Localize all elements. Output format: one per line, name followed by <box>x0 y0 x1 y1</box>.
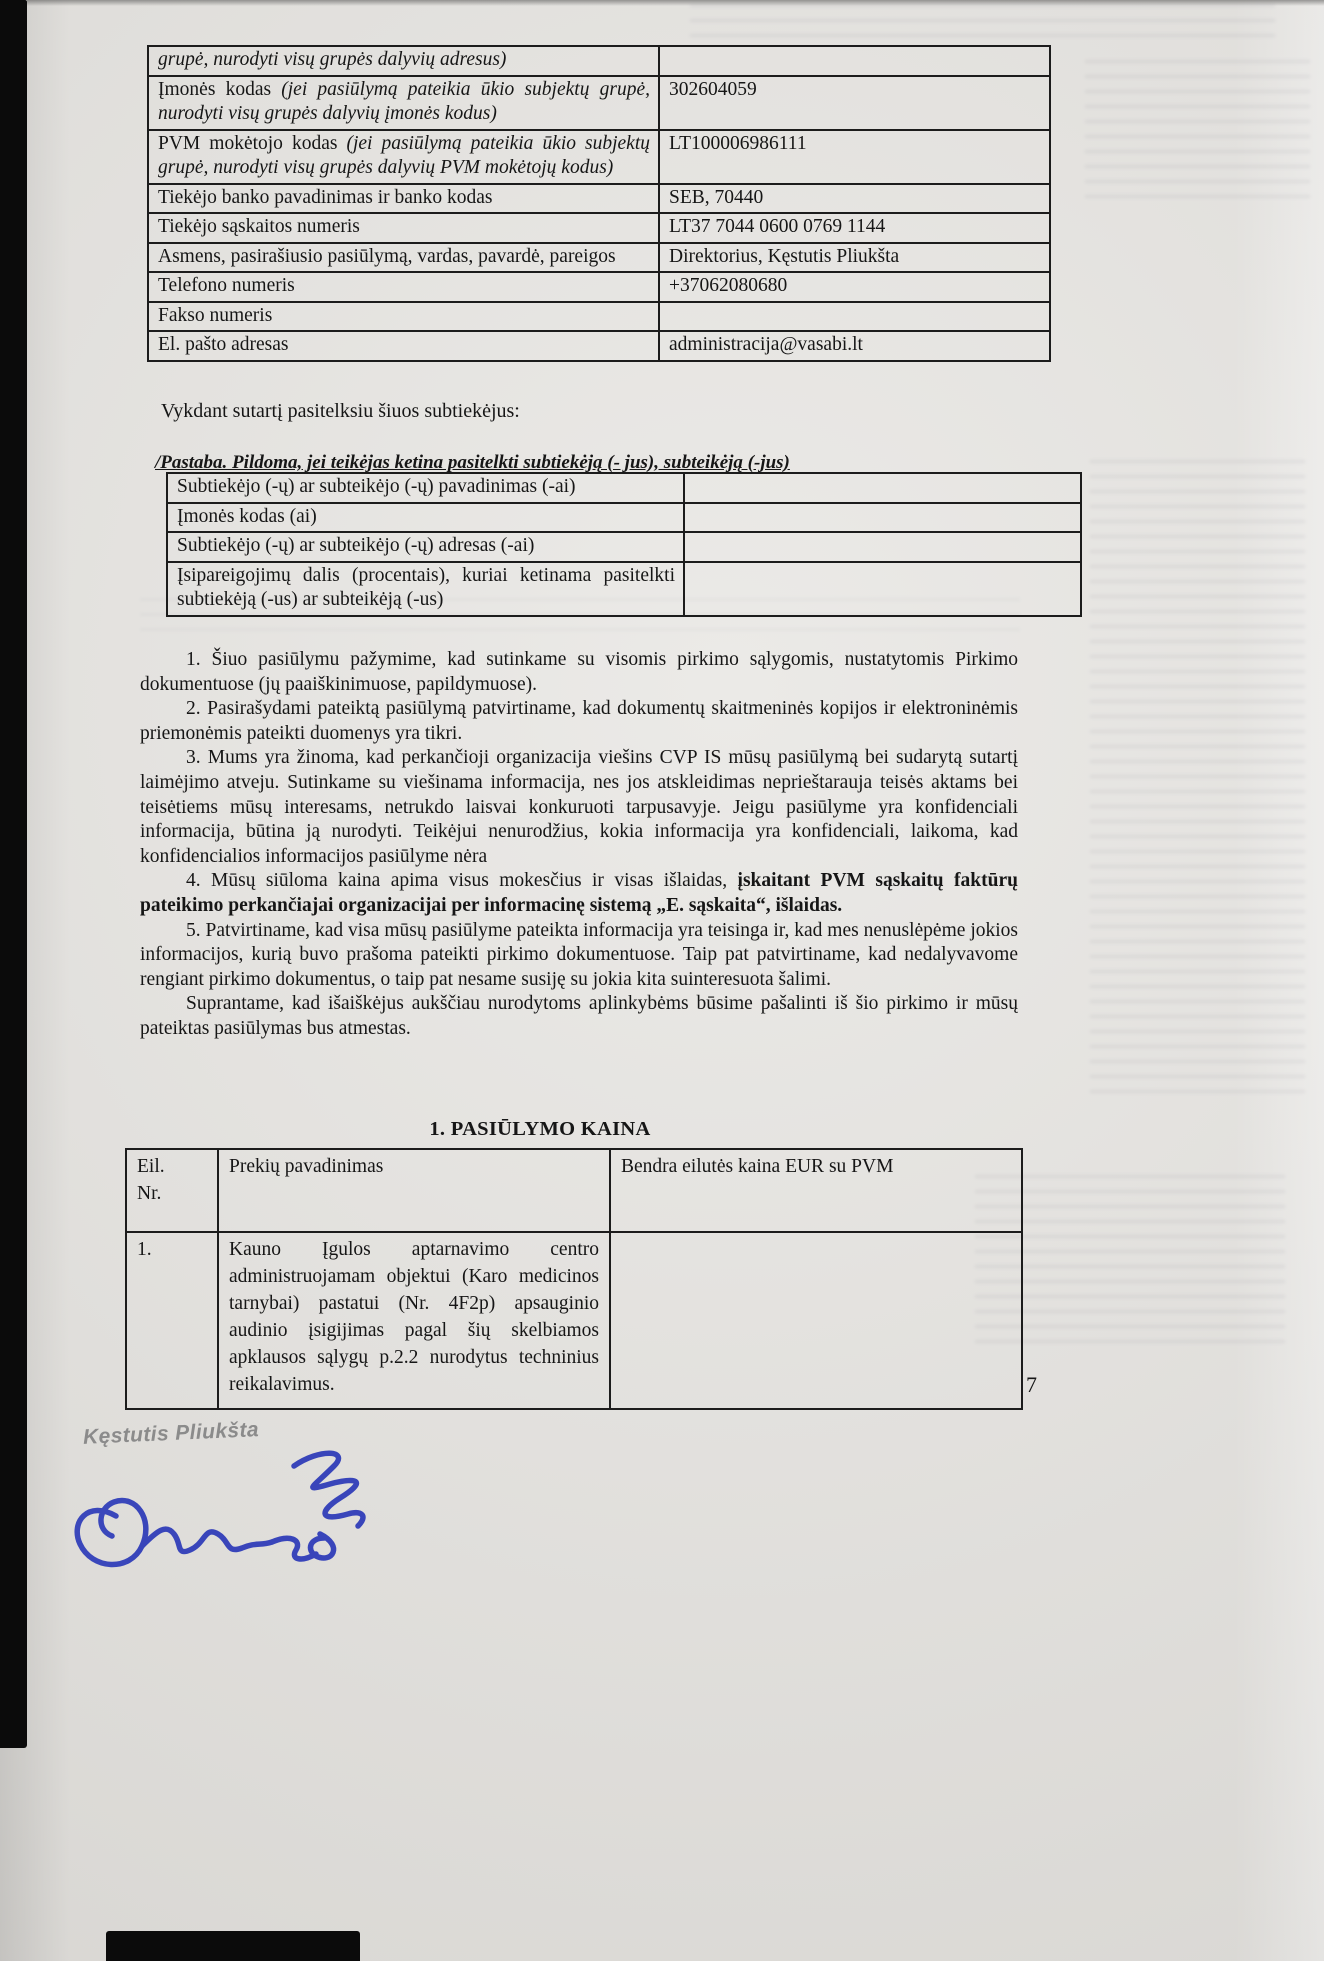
row-label: El. pašto adresas <box>148 331 659 361</box>
supplier-details-table <box>147 45 1051 362</box>
table-row <box>167 562 1081 616</box>
row-label: PVM mokėtojo kodas (jei pasiūlymą pateikia ūkio subjektų grupė, nurodyti visų grupės dalyvių PVM mokėtojų kodus) <box>148 130 659 184</box>
table-row <box>148 76 1050 130</box>
row-value <box>659 46 1050 76</box>
scan-edge-top <box>27 0 1324 6</box>
cell-line-number: 1. <box>126 1232 218 1409</box>
row-label: Fakso numeris <box>148 302 659 332</box>
row-value: Direktorius, Kęstutis Pliukšta <box>659 243 1050 273</box>
row-label: Subtiekėjo (-ų) ar subteikėjo (-ų) pavadinimas (-ai) <box>167 473 684 503</box>
bleedthrough-smudge <box>1090 460 1305 1100</box>
table-row <box>148 243 1050 273</box>
declaration-paragraph: 2. Pasirašydami pateiktą pasiūlymą patvirtiname, kad dokumentų skaitmeninės kopijos ir elektroninėmis priemonėmis pateikti duomenys yra tikri. <box>140 698 1018 744</box>
bleedthrough-smudge <box>1085 60 1310 210</box>
table-row <box>148 213 1050 243</box>
row-value <box>684 562 1081 616</box>
subcontractors-intro: Vykdant sutartį pasitelksiu šiuos subtiekėjus: <box>161 400 520 422</box>
declaration-paragraph: 4. Mūsų siūloma kaina apima visus mokesčius ir visas išlaidas, įskaitant PVM sąskaitų faktūrų pateikimo perkančiajai organizacijai per informacinę sistemą „E. sąskaita“, išlaidas. <box>140 870 1018 916</box>
table-row <box>167 503 1081 533</box>
row-value: SEB, 70440 <box>659 184 1050 214</box>
row-value: 302604059 <box>659 76 1050 130</box>
row-label <box>148 46 659 76</box>
header-line-price: Bendra eilutės kaina EUR su PVM <box>610 1149 1022 1232</box>
declaration-paragraph: 1. Šiuo pasiūlymu pažymime, kad sutinkame su visomis pirkimo sąlygomis, nustatytomis Pirkimo dokumentuose (jų paaiškinimuose, papildymuose). <box>140 649 1018 695</box>
row-value <box>684 473 1081 503</box>
row-value <box>684 532 1081 562</box>
table-row <box>148 130 1050 184</box>
row-label: Įmonės kodas (ai) <box>167 503 684 533</box>
table-row <box>148 272 1050 302</box>
subcontractors-table <box>166 472 1082 617</box>
table-row <box>167 473 1081 503</box>
row-value: +37062080680 <box>659 272 1050 302</box>
handwritten-signature <box>58 1438 418 1598</box>
table-row <box>167 532 1081 562</box>
declarations-block <box>140 648 1018 1042</box>
declaration-paragraph: 5. Patvirtiname, kad visa mūsų pasiūlyme pateikta informacija yra teisinga ir, kad mes nenuslėpėme jokios informacijos, kurią buvo prašoma pateikti pirkimo dokumentuose. Taip pat patvirtiname, kad nedalyvavome rengiant pirkimo dokumentus, o taip pat nesame susiję su jokia kita suinteresuota šalimi. <box>140 919 1018 990</box>
page-number: 7 <box>1026 1372 1037 1397</box>
header-eil-nr: Eil. Nr. <box>126 1149 218 1232</box>
row-value: LT100006986111 <box>659 130 1050 184</box>
row-label: Įmonės kodas (jei pasiūlymą pateikia ūkio subjektų grupė, nurodyti visų grupės dalyvių įmonės kodus) <box>148 76 659 130</box>
row-label-italic: grupė, nurodyti visų grupės dalyvių adresus) <box>158 49 507 70</box>
price-table <box>125 1148 1023 1410</box>
row-value: administracija@vasabi.lt <box>659 331 1050 361</box>
signatory-name: Kęstutis Pliukšta <box>82 1418 260 1449</box>
row-label-italic: (jei pasiūlymą pateikia ūkio subjektų grupė, nurodyti visų grupės dalyvių įmonės kodus) <box>158 78 650 124</box>
row-label: Telefono numeris <box>148 272 659 302</box>
header-product-name: Prekių pavadinimas <box>218 1149 610 1232</box>
subcontractors-note: /Pastaba. Pildoma, jei teikėjas ketina pasitelkti subtiekėją (- jus), subteikėją (-jus) <box>155 452 790 473</box>
table-row <box>148 302 1050 332</box>
row-label-italic: (jei pasiūlymą pateikia ūkio subjektų grupė, nurodyti visų grupės dalyvių PVM mokėtojų kodus) <box>158 132 651 178</box>
price-table-row <box>126 1232 1022 1409</box>
row-value <box>684 503 1081 533</box>
row-label: Tiekėjo sąskaitos numeris <box>148 213 659 243</box>
scan-edge-left <box>0 0 27 1748</box>
row-label: Asmens, pasirašiusio pasiūlymą, vardas, pavardė, pareigos <box>148 243 659 273</box>
row-label: Subtiekėjo (-ų) ar subteikėjo (-ų) adresas (-ai) <box>167 532 684 562</box>
row-label: Įsipareigojimų dalis (procentais), kuriai ketinama pasitelkti subtiekėją (-us) ar subteikėją (-us) <box>167 562 684 616</box>
table-row <box>148 184 1050 214</box>
price-table-header-row <box>126 1149 1022 1232</box>
declaration-paragraph: Suprantame, kad išaiškėjus aukščiau nurodytoms aplinkybėms būsime pašalinti iš šio pirkimo ir mūsų pateiktas pasiūlymas bus atmestas. <box>140 993 1018 1039</box>
table-row <box>148 331 1050 361</box>
cell-product-name: Kauno Įgulos aptarnavimo centro administruojamam objektui (Karo medicinos tarnybai) pastatui (Nr. 4F2p) apsauginio audinio įsigijimas pagal šių skelbiamos apklausos sąlygų p.2.2 nurodytus techninius reikalavimus. <box>218 1232 610 1409</box>
row-label: Tiekėjo banko pavadinimas ir banko kodas <box>148 184 659 214</box>
scan-edge-bottom <box>106 1931 360 1961</box>
price-section-heading: 1. PASIŪLYMO KAINA <box>429 1118 651 1140</box>
cell-line-price <box>610 1232 1022 1409</box>
row-value <box>659 302 1050 332</box>
bleedthrough-smudge <box>690 4 1275 44</box>
declaration-paragraph: 3. Mums yra žinoma, kad perkančioji organizacija viešins CVP IS mūsų pasiūlymą bei sudarytą sutartį laimėjimo atveju. Sutinkame su viešinama informacija, nes jos atskleidimas neprieštarauja teisės aktams bei teisėtiems mūsų interesams, netrukdo laisvai konkuruoti tarpusavyje. Jeigu pasiūlyme yra konfidenciali informacija, būtina ją nurodyti. Teikėjui nenurodžius, kokia informacija yra konfidenciali, laikoma, kad konfidencialios informacijos pasiūlyme nėra <box>140 747 1018 867</box>
row-value: LT37 7044 0600 0769 1144 <box>659 213 1050 243</box>
table-row <box>148 46 1050 76</box>
